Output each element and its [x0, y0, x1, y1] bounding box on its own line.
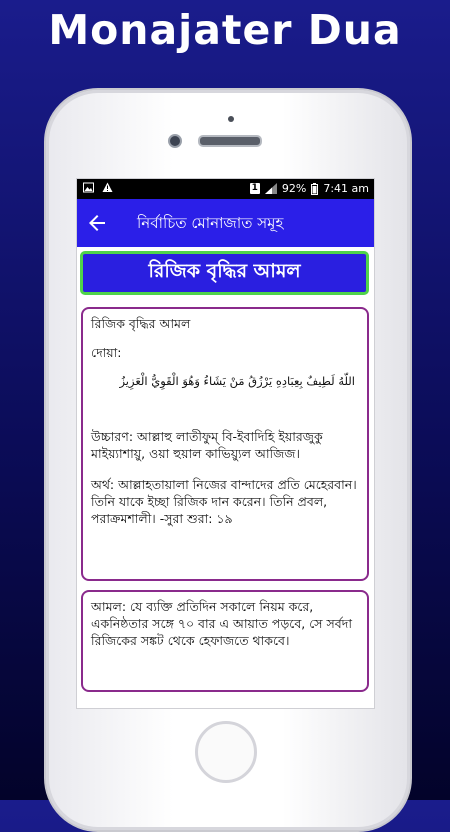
- amal-card: [81, 590, 369, 692]
- sim-icon: 1: [251, 183, 258, 193]
- status-bar: [77, 179, 374, 199]
- section-banner: রিজিক বৃদ্ধির আমল: [80, 251, 369, 295]
- arabic-text: اللّهُ لَطِيفٌ بِعِبَادِهِ يَرْزُقُ مَنْ يَشَاءُ وَهُوَ الْقَوِيُّ الْعَزِيزُ: [119, 374, 355, 388]
- dua-card: [81, 307, 369, 581]
- image-icon: [83, 182, 94, 196]
- proximity-sensor: [228, 116, 234, 122]
- status-time: 7:41 am: [323, 182, 369, 195]
- back-button[interactable]: [85, 211, 109, 235]
- earpiece-speaker: [198, 135, 262, 147]
- pronunciation-text: উচ্চারণ: আল্লাহু লাতীফুম্ বি-ইবাদিহি ইয়ারজুকু মাইয়্যাশায়ু, ওয়া হুয়াল কাভিয়্যুল আজিজ।: [91, 429, 323, 461]
- amal-text: আমল: যে ব্যক্তি প্রতিদিন সকালে নিয়ম করে, একনিষ্ঠতার সঙ্গে ৭০ বার এ আয়াত পড়বে, সে সর্বদা রিজিকের সঙ্কট থেকে হেফাজতে থাকবে।: [91, 599, 352, 648]
- promo-title: Monajater Dua: [48, 6, 402, 54]
- app-bar-title: নির্বাচিত মোনাজাত সমূহ: [137, 214, 284, 232]
- battery-percent: 92%: [281, 182, 307, 195]
- dua-label: দোয়া:: [91, 345, 122, 360]
- phone-screen: [76, 178, 375, 709]
- warning-icon: [102, 182, 113, 196]
- meaning-text: অর্থ: আল্লাহতায়ালা নিজের বান্দাদের প্রতি মেহেরবান। তিনি যাকে ইচ্ছা রিজিক দান করেন। তিনি প্রবল, পরাক্রমশালী। -সুরা শুরা: ১৯: [91, 477, 357, 526]
- front-camera: [168, 134, 182, 148]
- signal-icon: [265, 183, 277, 194]
- dua-title: রিজিক বৃদ্ধির আমল: [91, 316, 191, 331]
- app-bar: [77, 199, 374, 247]
- battery-icon: [311, 183, 318, 195]
- home-button[interactable]: [195, 721, 257, 783]
- arrow-left-icon: [85, 220, 109, 239]
